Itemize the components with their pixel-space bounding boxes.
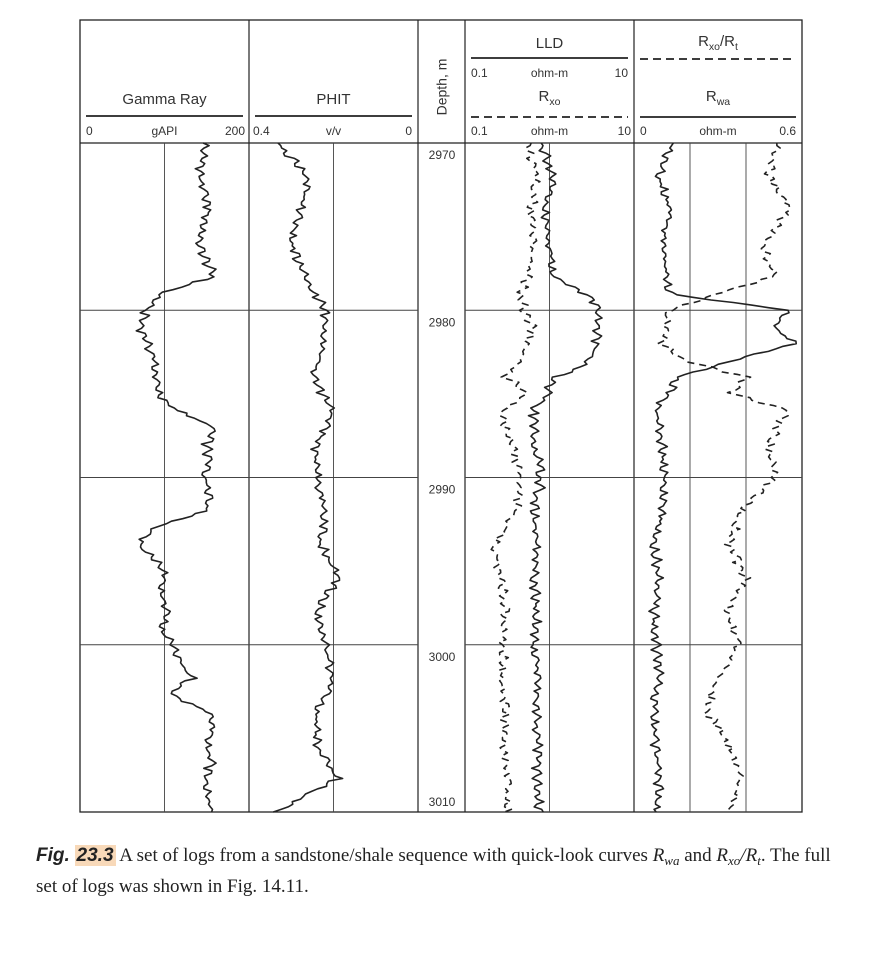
gr-scale-right: 200 bbox=[224, 124, 245, 138]
depth-tick-label: 3010 bbox=[428, 795, 456, 809]
caption-rt: R bbox=[745, 845, 758, 866]
rwa-title: $R_{wa}$ bbox=[705, 88, 731, 108]
rwa-scale-right: 0.6 bbox=[779, 124, 796, 138]
gr-track-title: Gamma Ray bbox=[122, 91, 207, 108]
lld-scale-right: 10 bbox=[614, 66, 628, 80]
phit-track-title: PHIT bbox=[316, 91, 351, 108]
caption-text-3: . The full set of logs was shown in Fig. 14.11. bbox=[36, 845, 831, 897]
lld-title: LLD bbox=[535, 35, 564, 52]
caption-fig-number: 23.3 bbox=[76, 845, 114, 866]
lld-scale-left: 0.1 bbox=[471, 66, 488, 80]
rxo-unit: ohm-m bbox=[530, 124, 569, 138]
caption-rwa: R bbox=[652, 845, 665, 866]
caption-rwa-sub: wa bbox=[664, 853, 680, 868]
rxo-scale-right: 10 bbox=[617, 124, 631, 138]
caption-text-1: A set of logs from a sandstone/shale sequence with quick-look curves bbox=[115, 845, 653, 866]
depth-axis-label: Depth, m bbox=[433, 58, 450, 116]
caption-rxo-sub: xo bbox=[728, 853, 741, 868]
figure-caption bbox=[36, 843, 851, 900]
rwa-scale-left: 0 bbox=[640, 124, 647, 138]
rxo-rt-title: $R_{xo}/R_t$ bbox=[698, 33, 738, 53]
rwa-unit: ohm-m bbox=[699, 124, 737, 138]
rxo-title: $R_{xo}$ bbox=[538, 88, 561, 108]
depth-tick-label: 3000 bbox=[428, 649, 456, 664]
caption-rt-sub: t bbox=[757, 853, 761, 868]
depth-tick-label: 2980 bbox=[428, 315, 456, 330]
caption-rxo: R bbox=[716, 845, 729, 866]
phit-unit: v/v bbox=[325, 124, 342, 138]
phit-scale-right: 0 bbox=[405, 124, 412, 138]
caption-text-2: and bbox=[679, 845, 717, 866]
gr-unit: gAPI bbox=[151, 124, 178, 138]
depth-tick-label: 2990 bbox=[428, 482, 456, 497]
gr-scale-left: 0 bbox=[86, 124, 93, 138]
caption-fig-label: Fig. bbox=[36, 845, 70, 866]
caption-slash: / bbox=[740, 845, 746, 866]
phit-scale-left: 0.4 bbox=[253, 124, 270, 138]
lld-unit: ohm-m bbox=[530, 66, 569, 80]
depth-tick-label: 2970 bbox=[428, 148, 456, 162]
rxo-scale-left: 0.1 bbox=[471, 124, 488, 138]
